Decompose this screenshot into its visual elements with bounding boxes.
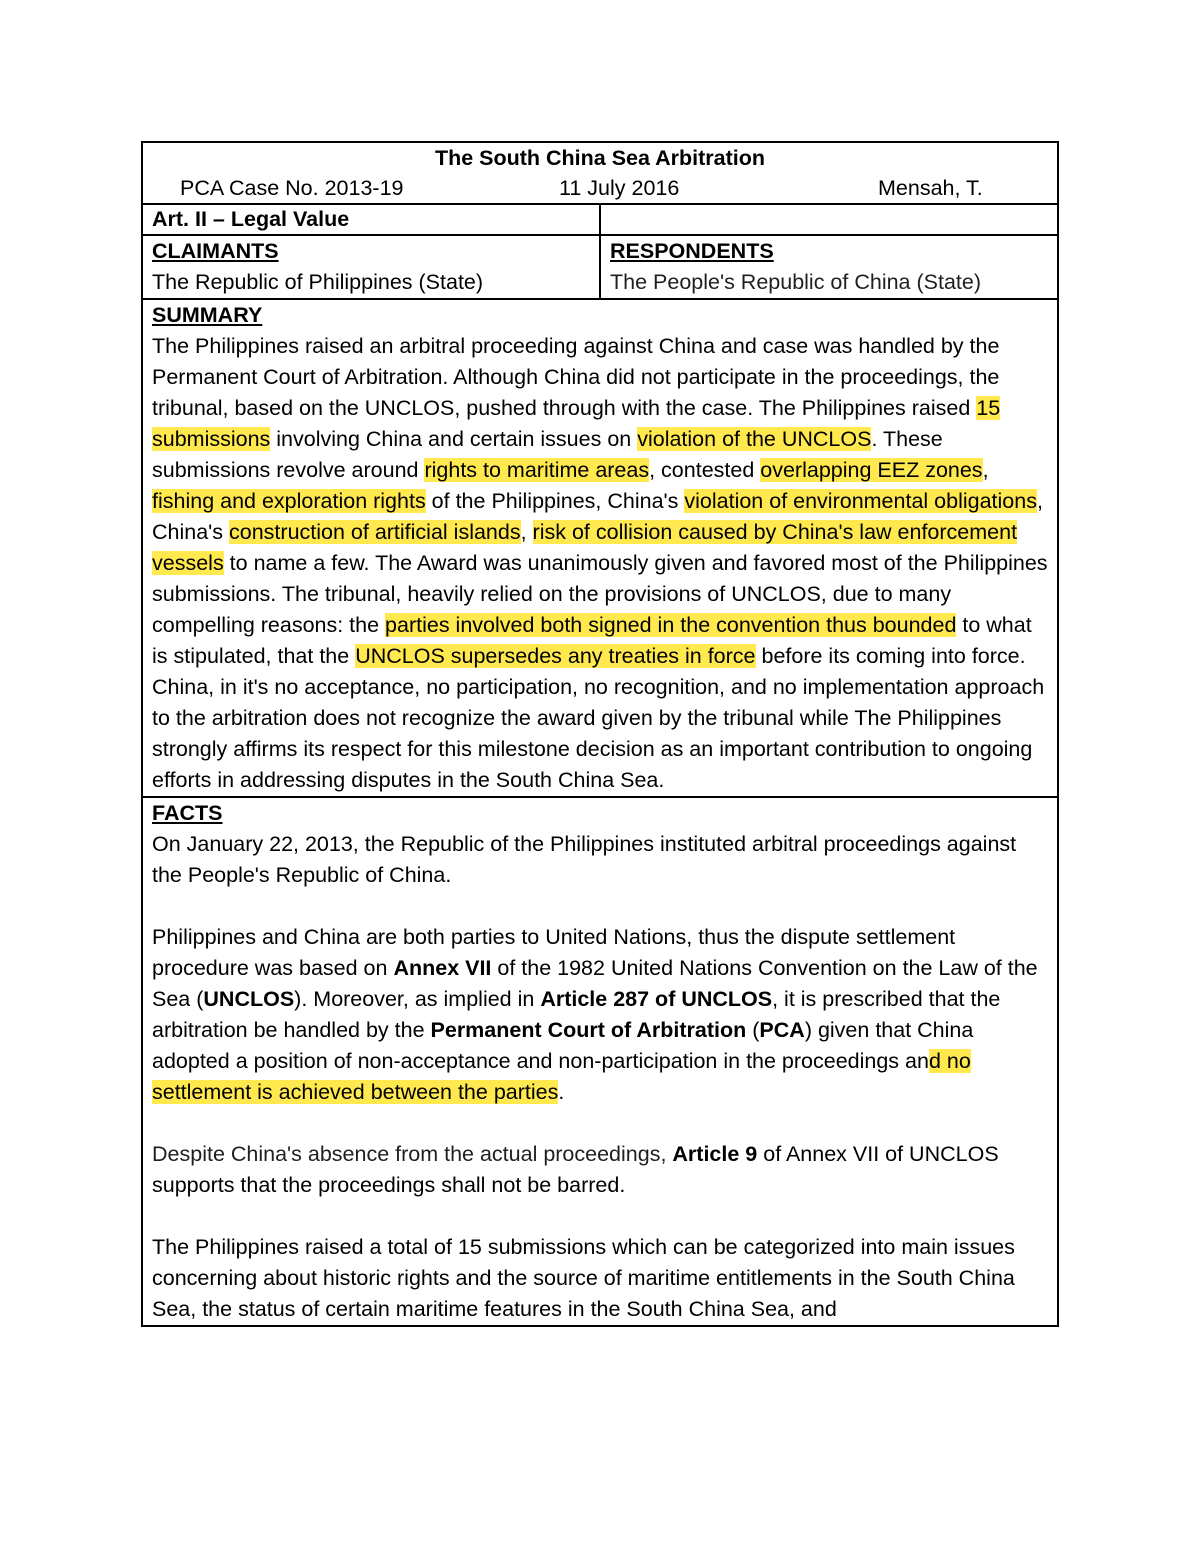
case-number: PCA Case No. 2013-19 <box>180 176 404 200</box>
facts-cell <box>142 797 1058 1326</box>
highlight: violation of the UNCLOS <box>637 427 872 451</box>
facts-text: of Annex VII of UNCLOS supports that the proceedings shall not be barred. <box>152 1142 999 1197</box>
summary-text: involving China and certain issues on <box>270 427 638 451</box>
facts-text: Despite China's absence from the actual proceedings, <box>152 1142 673 1166</box>
summary-text: , contested <box>649 458 761 482</box>
highlight: fishing and exploration rights <box>152 489 426 513</box>
facts-paragraph-4: The Philippines raised a total of 15 submissions which can be categorized into main issues concerning about historic rights and the source of maritime entitlements in the South China Sea, the status of certain maritime features in the South China Sea, and <box>152 1235 1015 1321</box>
facts-text: , it is prescribed that the arbitration be handled by the <box>152 987 1001 1042</box>
respondents-cell <box>600 235 1058 299</box>
decision-date: 11 July 2016 <box>559 176 680 200</box>
claimants-cell <box>142 235 600 299</box>
facts-body <box>152 829 1048 1325</box>
claimants-heading: CLAIMANTS <box>152 239 279 263</box>
summary-text: , <box>520 520 533 544</box>
highlight: 15 submissions <box>152 396 1001 451</box>
summary-heading: SUMMARY <box>152 303 263 327</box>
summary-text: The Philippines raised an arbitral proceeding against China and case was handled by the Permanent Court of Arbitration. Although China did not participate in the proceedings, the tribunal, based on the UNCLOS, pushed through with the case. The Philippines raised <box>152 334 1000 420</box>
facts-text: ) given that China adopted a position of non-acceptance and non-participation in the proceedings an <box>152 1018 974 1073</box>
summary-row <box>142 299 1058 797</box>
facts-paragraph-2 <box>152 922 1048 1108</box>
case-meta <box>152 173 1048 203</box>
highlight: risk of collision caused by China's law enforcement vessels <box>152 520 1018 575</box>
summary-text: , China's <box>152 489 1043 544</box>
facts-heading: FACTS <box>152 801 223 825</box>
case-title: The South China Sea Arbitration <box>434 146 766 170</box>
summary-paragraph <box>152 331 1048 796</box>
facts-paragraph-1: On January 22, 2013, the Republic of the Philippines instituted arbitral proceedings against the People's Republic of China. <box>152 832 1017 887</box>
summary-text: to what is stipulated, that the <box>152 613 1032 668</box>
case-digest-table <box>141 141 1059 1327</box>
author-name: Mensah, T. <box>878 176 983 200</box>
claimants-value: The Republic of Philippines (State) <box>152 270 484 294</box>
highlight: parties involved both signed in the convention thus bounded <box>385 613 957 637</box>
facts-bold: UNCLOS <box>203 987 295 1011</box>
facts-paragraph-3 <box>152 1139 1048 1201</box>
parties-row <box>142 235 1058 299</box>
facts-bold: PCA <box>759 1018 805 1042</box>
facts-row <box>142 797 1058 1326</box>
facts-bold: Article 9 <box>672 1142 758 1166</box>
highlight: rights to maritime areas <box>424 458 650 482</box>
facts-bold: Annex VII <box>393 956 492 980</box>
topic-row <box>142 204 1058 235</box>
highlight: construction of artificial islands <box>229 520 521 544</box>
facts-text: of the 1982 United Nations Convention on the Law of the Sea ( <box>152 956 1038 1011</box>
highlight: UNCLOS supersedes any treaties in force <box>355 644 756 668</box>
facts-text: ). Moreover, as implied in <box>294 987 541 1011</box>
title-cell <box>142 142 1058 204</box>
summary-text: of the Philippines, China's <box>425 489 685 513</box>
facts-text: . <box>558 1080 565 1104</box>
summary-cell <box>142 299 1058 797</box>
topic-cell: Art. II – Legal Value <box>142 204 600 235</box>
facts-text: Philippines and China are both parties to United Nations, thus the dispute settlement procedure was based on <box>152 925 956 980</box>
title-row <box>142 142 1058 204</box>
respondents-heading: RESPONDENTS <box>610 239 774 263</box>
summary-text: . These submissions revolve around <box>152 427 943 482</box>
facts-text: ( <box>746 1018 760 1042</box>
summary-text: to name a few. The Award was unanimously given and favored most of the Philippines submissions. The tribunal, heavily relied on the provisions of UNCLOS, due to many compelling reasons: the <box>152 551 1048 637</box>
summary-text: before its coming into force. China, in it's no acceptance, no participation, no recognition, and no implementation approach to the arbitration does not recognize the award given by the tribunal while The Philippines strongly affirms its respect for this milestone decision as an important contribution to ongoing efforts in addressing disputes in the South China Sea. <box>152 644 1045 792</box>
highlight: d no settlement is achieved between the parties <box>152 1049 971 1104</box>
highlight: violation of environmental obligations <box>684 489 1037 513</box>
summary-text: , <box>982 458 989 482</box>
facts-bold: Article 287 of UNCLOS <box>540 987 773 1011</box>
highlight: overlapping EEZ zones <box>760 458 983 482</box>
respondents-value: The People's Republic of China (State) <box>610 270 982 294</box>
facts-bold: Permanent Court of Arbitration <box>430 1018 747 1042</box>
topic-empty-cell <box>600 204 1058 235</box>
